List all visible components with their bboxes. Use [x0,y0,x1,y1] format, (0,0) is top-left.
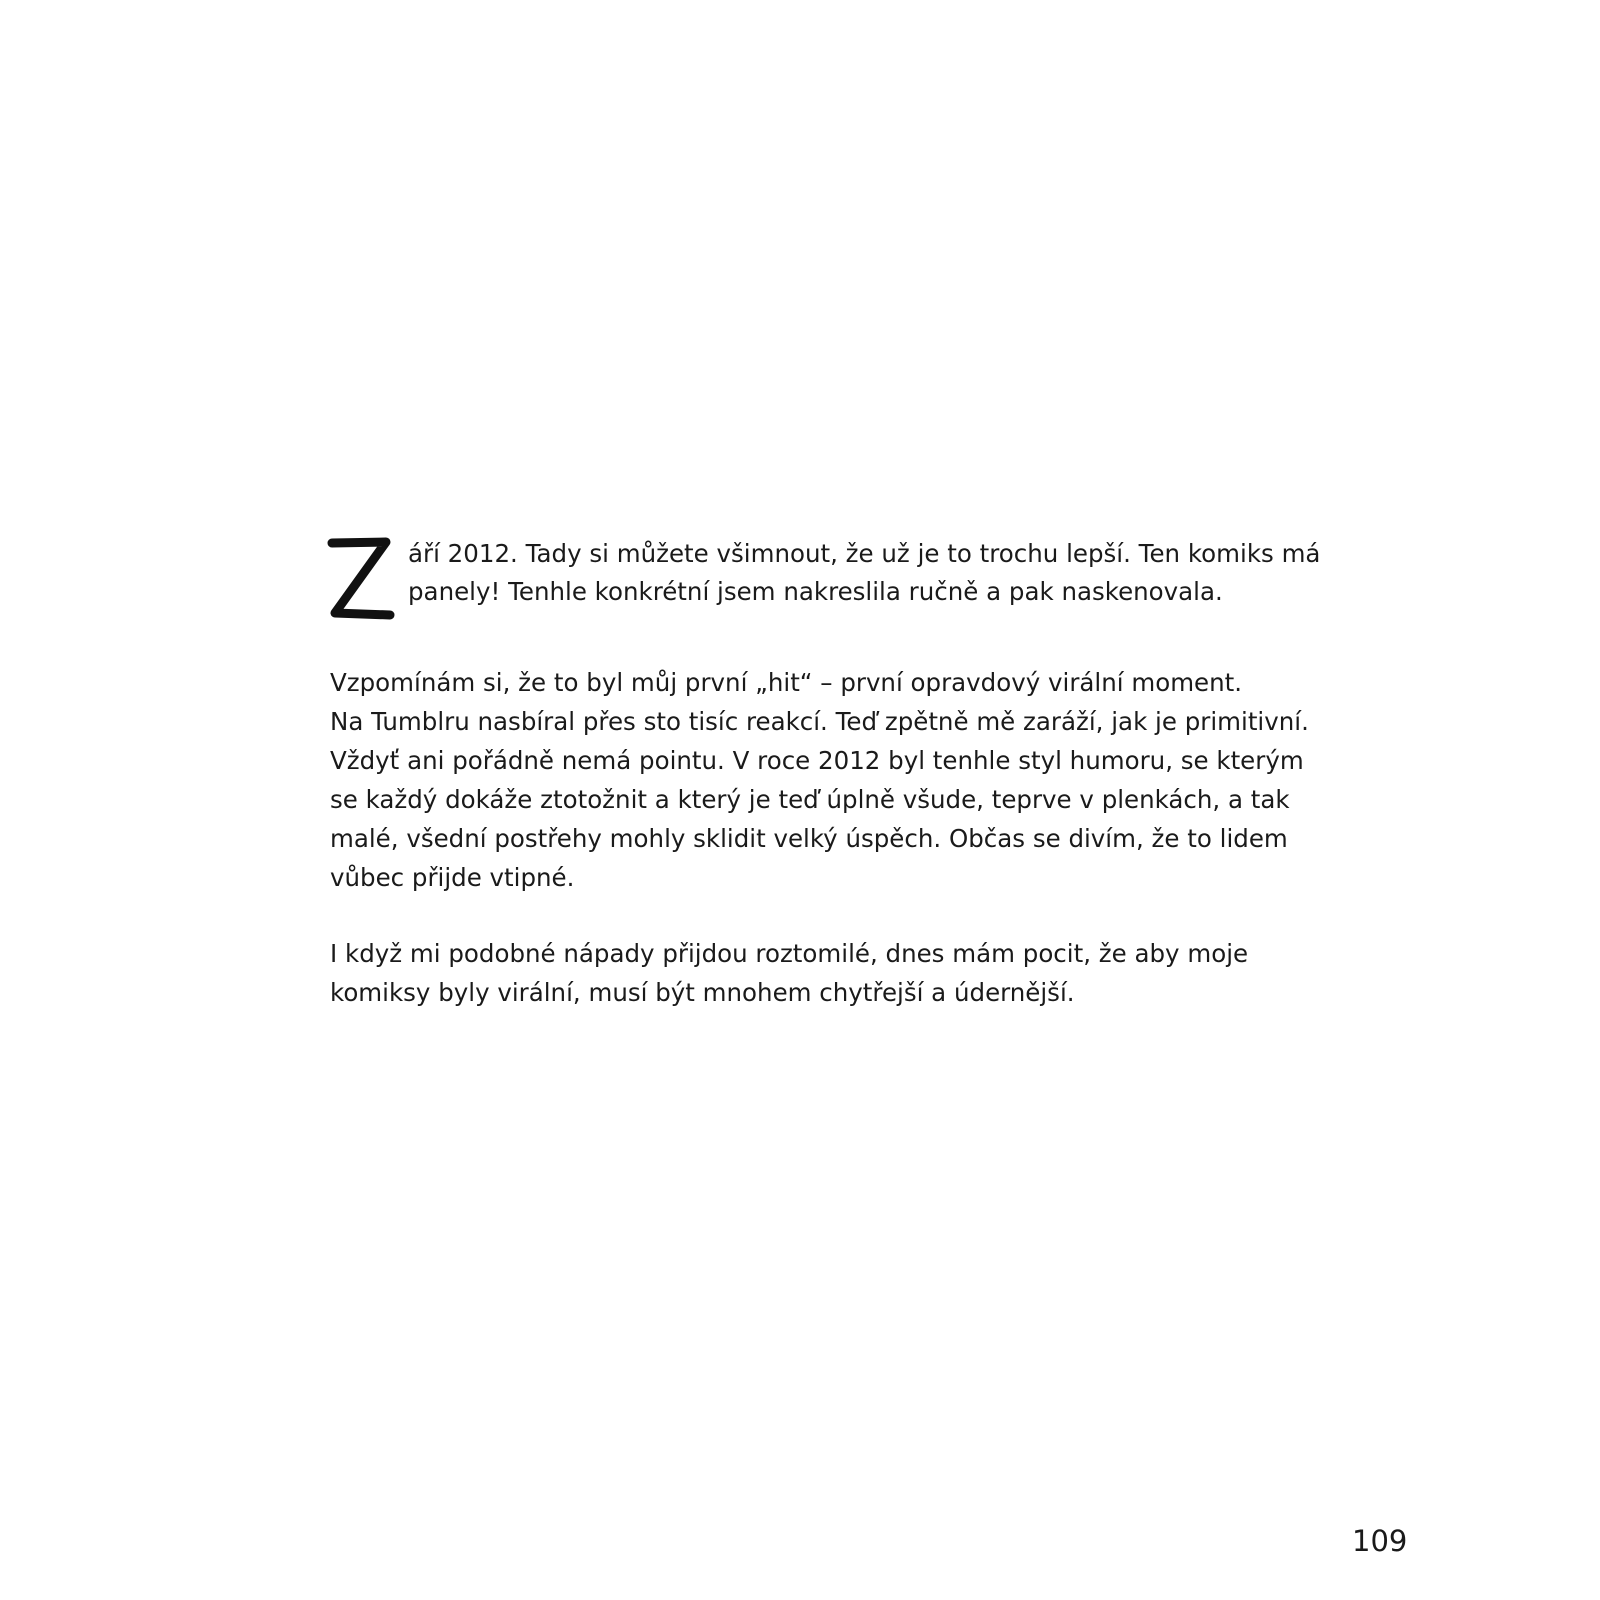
intro-line-1: áří 2012. Tady si můžete všimnout, že už je to trochu lepší. Ten komiks má [408,539,1321,568]
intro-line-2: panely! Tenhle konkrétní jsem nakreslila ručně a pak naskenovala. [408,577,1223,606]
paragraph-1-line-3: Vždyť ani pořádně nemá pointu. V roce 2012 byl tenhle styl humoru, se kterým [330,746,1304,775]
paragraph-1-line-5: malé, všední postřehy mohly sklidit velký úspěch. Občas se divím, že to lidem [330,824,1288,853]
paragraph-1-line-6: vůbec přijde vtipné. [330,863,575,892]
intro-paragraph [330,535,1321,627]
paragraph-2 [330,934,1270,1012]
paragraph-2-line-1: I když mi podobné nápady přijdou roztomilé, dnes mám pocit, že aby moje [330,939,1249,968]
paragraph-1 [330,663,1309,897]
paragraph-2-line-2: komiksy byly virální, musí být mnohem chytřejší a údernější. [330,978,1075,1007]
drop-cap-z [326,535,404,627]
page-number: 109 [1352,1524,1408,1558]
paragraph-1-line-1: Vzpomínám si, že to byl můj první „hit“ – první opravdový virální moment. [330,668,1243,697]
body-text [330,520,1321,1012]
paragraph-1-line-2: Na Tumblru nasbíral přes sto tisíc reakcí. Teď zpětně mě zaráží, jak je primitivní. [330,707,1309,736]
paragraph-1-line-4: se každý dokáže ztotožnit a který je teď úplně všude, teprve v plenkách, a tak [330,785,1290,814]
